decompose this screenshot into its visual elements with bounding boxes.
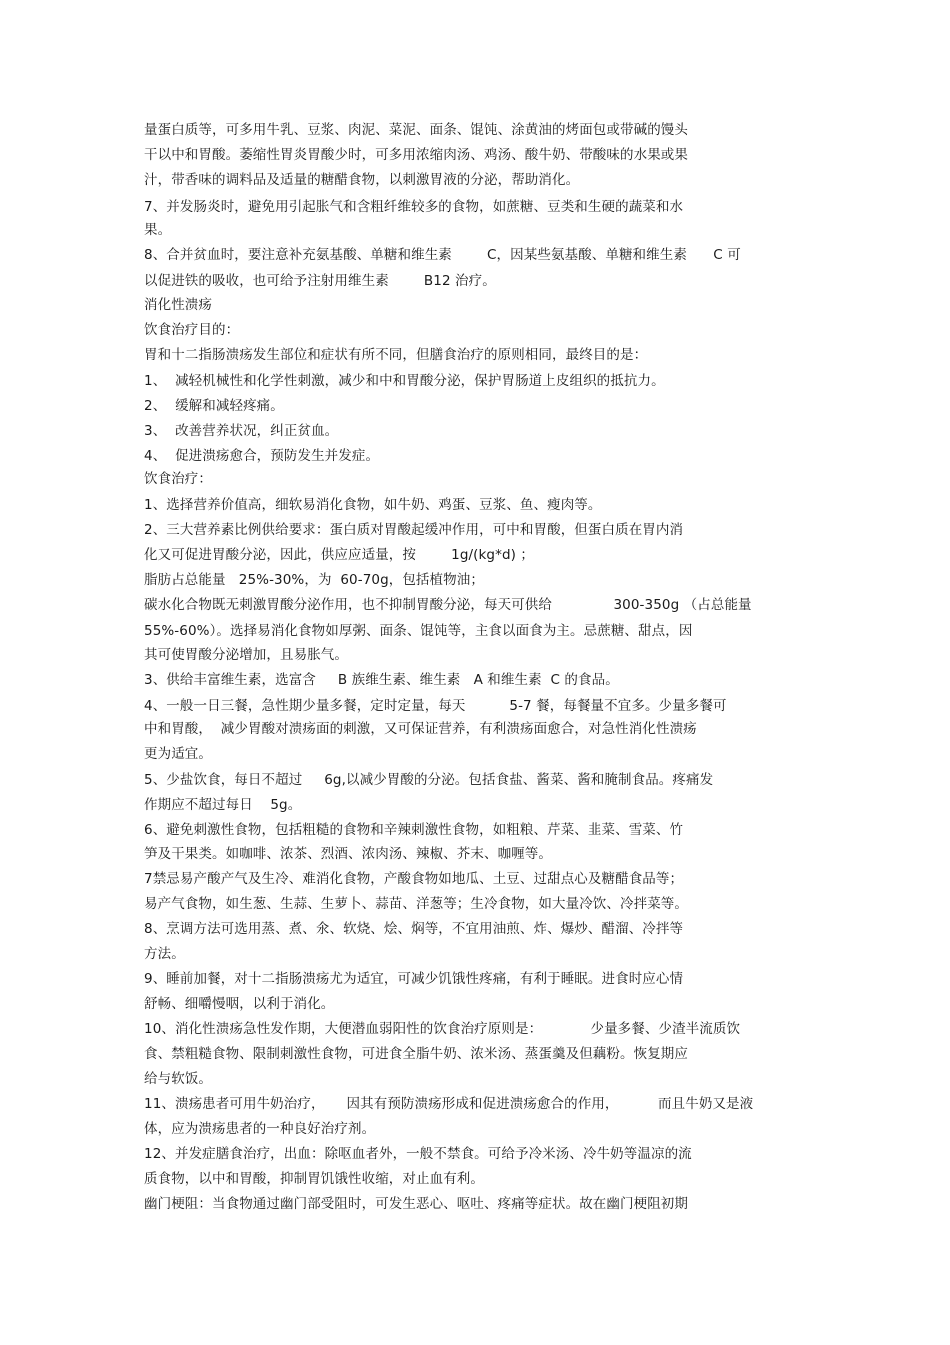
text-line: 1、选择营养价值高，细软易消化食物，如牛奶、鸡蛋、豆浆、鱼、瘦肉等。 — [144, 497, 602, 513]
text-line: 笋及干果类。如咖啡、浓茶、烈酒、浓肉汤、辣椒、芥末、咖喱等。 — [144, 846, 552, 862]
text-line: 5、少盐饮食，每日不超过 6g,以减少胃酸的分泌。包括食盐、酱菜、酱和腌制食品。疼痛发 — [144, 772, 714, 788]
text-line: 6、避免刺激性食物，包括粗糙的食物和辛辣刺激性食物，如粗粮、芹菜、韭菜、雪菜、竹 — [144, 822, 684, 838]
list-item: 4、 促进溃疡愈合，预防发生并发症。 — [144, 448, 380, 464]
text-line: 食、禁粗糙食物、限制刺激性食物，可进食全脂牛奶、浓米汤、蒸蛋羹及但藕粉。恢复期应 — [144, 1046, 688, 1062]
text-line: 12、并发症膳食治疗，出血：除呕血者外，一般不禁食。可给予冷米汤、冷牛奶等温凉的流 — [144, 1146, 692, 1162]
text-line: 8、合并贫血时，要注意补充氨基酸、单糖和维生素 C，因某些氨基酸、单糖和维生素 C 可 — [144, 247, 741, 263]
text-line: 2、三大营养素比例供给要求：蛋白质对胃酸起缓冲作用，可中和胃酸，但蛋白质在胃内消 — [144, 522, 684, 538]
subheading: 饮食治疗： — [144, 471, 212, 487]
text-line: 舒畅、细嚼慢咽，以利于消化。 — [144, 996, 335, 1012]
text-line: 3、供给丰富维生素，选富含 B 族维生素、维生素 A 和维生素 C 的食品。 — [144, 672, 619, 688]
text-line: 55%-60%）。选择易消化食物如厚粥、面条、馄饨等，主食以面食为主。忌蔗糖、甜点，因 — [144, 623, 693, 639]
text-line: 汁，带香味的调料品及适量的糖醋食物，以刺激胃液的分泌，帮助消化。 — [144, 172, 580, 188]
text-line: 更为适宜。 — [144, 746, 212, 762]
text-line: 幽门梗阻：当食物通过幽门部受阻时，可发生恶心、呕吐、疼痛等症状。故在幽门梗阻初期 — [144, 1196, 688, 1212]
text-line: 以促进铁的吸收，也可给予注射用维生素 B12 治疗。 — [144, 273, 496, 289]
list-item: 3、 改善营养状况，纠正贫血。 — [144, 423, 339, 439]
text-line: 体，应为溃疡患者的一种良好治疗剂。 — [144, 1121, 376, 1137]
text-line: 8、烹调方法可选用蒸、煮、氽、软烧、烩、焖等，不宜用油煎、炸、爆炒、醋溜、冷拌等 — [144, 921, 684, 937]
list-item: 1、 减轻机械性和化学性刺激，减少和中和胃酸分泌，保护胃肠道上皮组织的抵抗力。 — [144, 373, 665, 389]
text-line: 给与软饭。 — [144, 1071, 212, 1087]
text-line: 10、消化性溃疡急性发作期，大便潜血弱阳性的饮食治疗原则是： 少量多餐、少渣半流质饮 — [144, 1021, 741, 1037]
section-heading: 消化性溃疡 — [144, 297, 212, 313]
text-line: 脂肪占总能量 25%-30%，为 60-70g，包括植物油； — [144, 572, 484, 588]
text-line: 作期应不超过每日 5g。 — [144, 797, 302, 813]
text-line: 碳水化合物既无刺激胃酸分泌作用，也不抑制胃酸分泌，每天可供给 300-350g （占总能量 — [144, 597, 752, 613]
text-line: 方法。 — [144, 946, 185, 962]
text-line: 干以中和胃酸。萎缩性胃炎胃酸少时，可多用浓缩肉汤、鸡汤、酸牛奶、带酸味的水果或果 — [144, 147, 688, 163]
text-line: 中和胃酸， 减少胃酸对溃疡面的刺激，又可保证营养，有利溃疡面愈合，对急性消化性溃疡 — [144, 721, 697, 737]
text-line: 胃和十二指肠溃疡发生部位和症状有所不同，但膳食治疗的原则相同，最终目的是： — [144, 347, 648, 363]
text-line: 7禁忌易产酸产气及生冷、难消化食物，产酸食物如地瓜、土豆、过甜点心及糖醋食品等； — [144, 871, 684, 887]
list-item: 2、 缓解和减轻疼痛。 — [144, 398, 284, 414]
text-line: 化又可促进胃酸分泌，因此，供应应适量，按 1g/(kg*d) ； — [144, 547, 534, 563]
text-line: 9、睡前加餐，对十二指肠溃疡尤为适宜，可减少饥饿性疼痛，有利于睡眠。进食时应心情 — [144, 971, 684, 987]
subheading: 饮食治疗目的： — [144, 322, 240, 338]
text-line: 质食物，以中和胃酸，抑制胃饥饿性收缩，对止血有利。 — [144, 1171, 484, 1187]
text-line: 11、溃疡患者可用牛奶治疗， 因其有预防溃疡形成和促进溃疡愈合的作用， 而且牛奶又是液 — [144, 1096, 754, 1112]
text-line: 其可使胃酸分泌增加，且易胀气。 — [144, 647, 348, 663]
text-line: 7、并发肠炎时，避免用引起胀气和含粗纤维较多的食物，如蔗糖、豆类和生硬的蔬菜和水 — [144, 199, 684, 215]
text-line: 易产气食物，如生葱、生蒜、生萝卜、蒜苗、洋葱等；生冷食物，如大量冷饮、冷拌菜等。 — [144, 896, 688, 912]
text-line: 4、一般一日三餐，急性期少量多餐，定时定量，每天 5-7 餐，每餐量不宜多。少量多餐可 — [144, 698, 727, 714]
text-line: 量蛋白质等，可多用牛乳、豆浆、肉泥、菜泥、面条、馄饨、涂黄油的烤面包或带碱的馒头 — [144, 122, 688, 138]
text-line: 果。 — [144, 222, 172, 238]
